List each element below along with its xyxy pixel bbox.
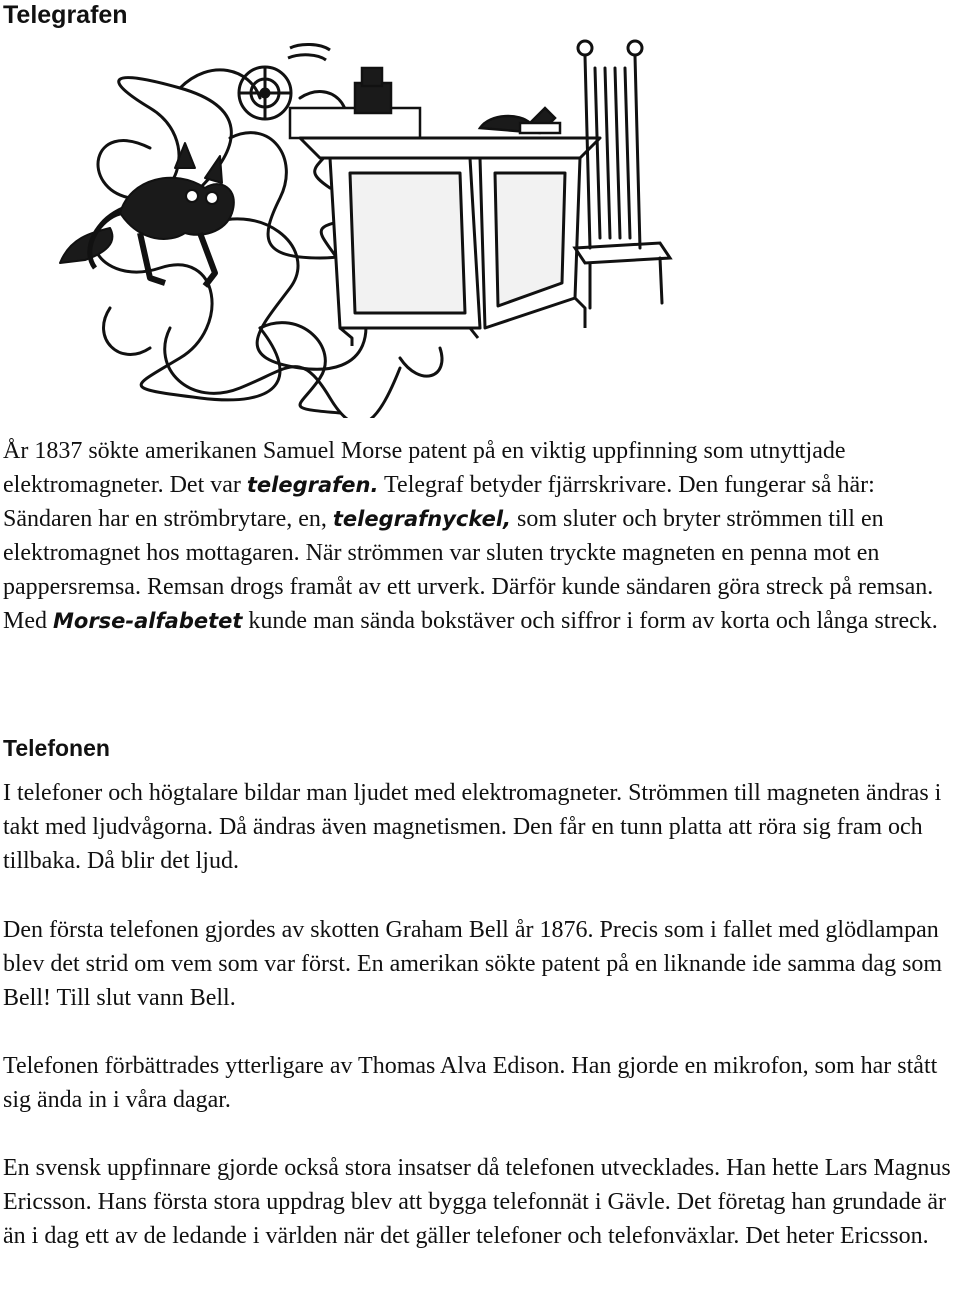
term-telegrafen: telegrafen.: [246, 473, 379, 497]
term-telegrafnyckel: telegrafnyckel,: [332, 507, 512, 531]
intro-text-2: Telegraf betyder fjärrskrivare. Den fungerar så här: Sändaren har en strömbrytare, en,: [3, 472, 875, 532]
intro-text-4: kunde man sända bokstäver och siffror i form av korta och långa streck.: [242, 608, 938, 634]
paragraph-telefoner: I telefoner och högtalare bildar man ljudet med elektromagneter. Strömmen till magneten ändras i takt med ljudvågorna. Då ändras även magnetismen. Den får en tunn platta att röra sig fram och tillbaka. Då blir det ljud.: [3, 780, 942, 874]
paragraph-ericsson: En svensk uppfinnare gjorde också stora insatser då telefonen utvecklades. Han hette Lars Magnus Ericsson. Hans första stora uppdrag blev att bygga telefonnät i Gävle. Det företag han grundade är än i dag ett av de ledande i världen när det gäller telefoner och telefonväxlar. Det heter Ericsson.: [3, 1155, 951, 1249]
paragraph-edison: Telefonen förbättrades ytterligare av Thomas Alva Edison. Han gjorde en mikrofon, som har stått sig ända in i våra dagar.: [3, 1053, 938, 1113]
intro-paragraph: [3, 434, 953, 638]
desk: [300, 138, 600, 346]
intro-text-3: som sluter och bryter strömmen till en elektromagnet hos mottagaren. När strömmen var sluten tryckte magneten en penna mot en pappersremsa. Remsan drogs framåt av ett urverk. Därför kunde sändaren göra streck på remsan. Med: [3, 506, 934, 634]
cat: [60, 143, 234, 286]
telegraph-apparatus: [290, 68, 560, 138]
telegraph-cat-illustration: [0, 28, 960, 418]
paragraph-bell: Den första telefonen gjordes av skotten Graham Bell år 1876. Precis som i fallet med glödlampan blev det strid om vem som var först. En amerikan sökte patent på en liknande ide samma dag som Bell! Till slut vann Bell.: [3, 917, 943, 1011]
section-heading-telefonen: Telefonen: [3, 735, 110, 761]
term-morse-alfabetet: Morse-alfabetet: [53, 609, 243, 633]
page-title: Telegrafen: [3, 1, 128, 29]
chair: [575, 41, 670, 308]
intro-text-1: År 1837 sökte amerikanen Samuel Morse patent på en viktig uppfinning som utnyttjade elektromagneter. Det var: [3, 438, 846, 498]
